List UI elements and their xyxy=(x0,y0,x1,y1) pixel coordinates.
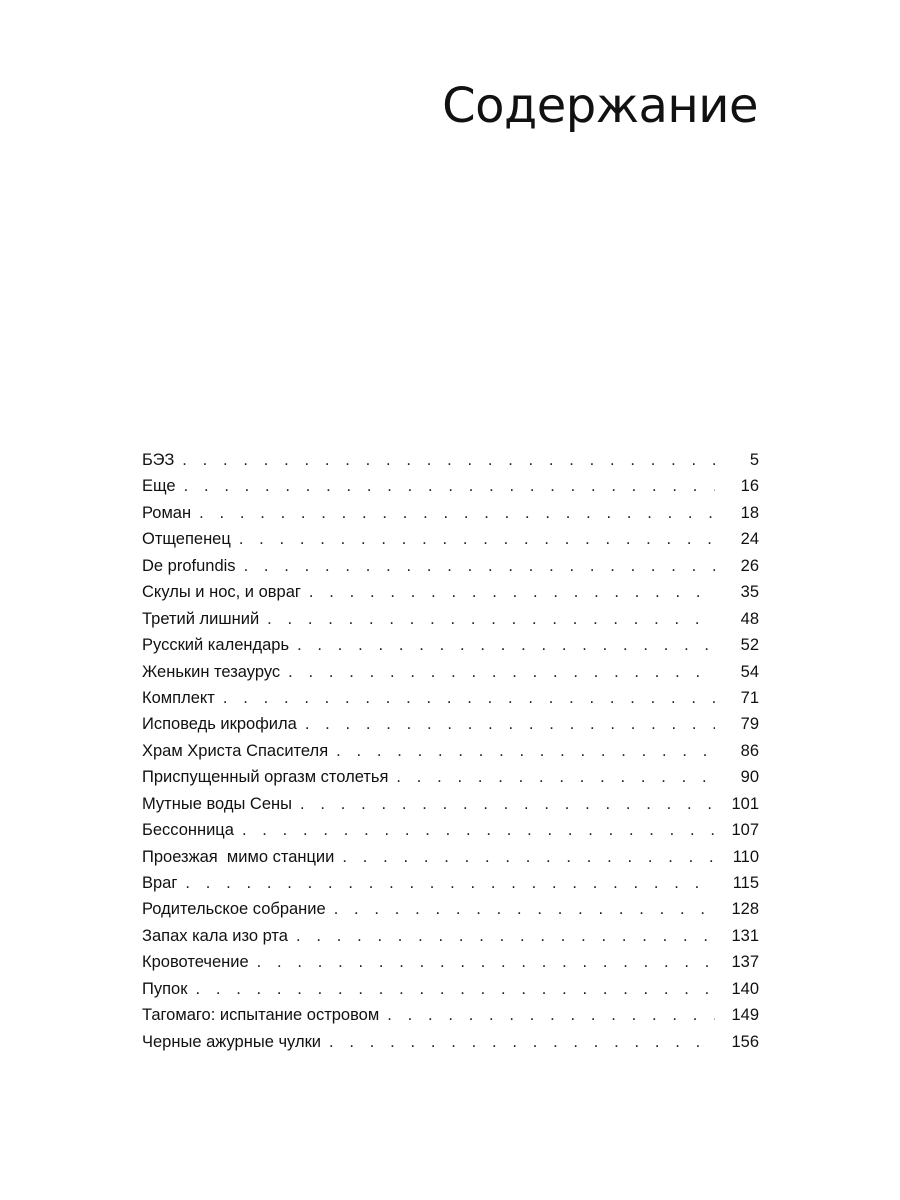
toc-page-number: 137 xyxy=(731,953,759,972)
dot-leader xyxy=(239,526,715,552)
toc-entry-title: БЭЗ xyxy=(142,451,175,469)
dot-leader xyxy=(242,817,715,843)
table-of-contents xyxy=(142,447,759,1055)
toc-entry-title: Третий лишний xyxy=(142,609,260,628)
toc-entry-title: Роман xyxy=(142,503,192,522)
toc-entry xyxy=(142,711,759,737)
dot-leader xyxy=(329,1029,715,1055)
dot-leader xyxy=(305,711,715,737)
toc-entry xyxy=(142,738,759,764)
toc-entry xyxy=(142,579,759,605)
toc-entry xyxy=(142,923,759,949)
toc-page-number: 110 xyxy=(732,847,759,866)
toc-entry-title: Храм Христа Спасителя xyxy=(142,741,329,760)
toc-entry-title: Комплект xyxy=(142,688,215,707)
dot-leader xyxy=(309,579,715,605)
toc-page-number: 90 xyxy=(740,768,759,787)
toc-page-number: 79 xyxy=(740,715,759,734)
toc-entry xyxy=(142,500,759,526)
toc-entry xyxy=(142,817,759,843)
toc-page-number: 128 xyxy=(731,900,759,919)
toc-entry-title: Скулы и нос, и овраг xyxy=(142,583,301,602)
toc-page-number: 107 xyxy=(731,821,759,840)
toc-entry xyxy=(142,976,759,1002)
dot-leader xyxy=(334,896,715,922)
toc-entry-title: Родительское собрание xyxy=(142,900,326,919)
toc-entry-title: De profundis xyxy=(142,556,236,575)
dot-leader xyxy=(195,976,715,1002)
dot-leader xyxy=(396,764,715,790)
toc-page-number: 86 xyxy=(740,741,759,760)
toc-page-number: 71 xyxy=(740,688,759,707)
dot-leader xyxy=(184,473,715,499)
toc-entry xyxy=(142,473,759,499)
toc-page-number: 24 xyxy=(740,530,759,549)
dot-leader xyxy=(336,738,715,764)
dot-leader xyxy=(223,685,715,711)
dot-leader xyxy=(244,553,715,579)
toc-entry xyxy=(142,632,759,658)
toc-entry-title: Запах кала изо рта xyxy=(142,926,288,945)
toc-page-number: 26 xyxy=(740,556,759,575)
dot-leader xyxy=(300,791,715,817)
toc-entry-title: Еще xyxy=(142,477,176,496)
toc-entry xyxy=(142,870,759,896)
toc-entry xyxy=(142,844,759,870)
toc-page-number: 18 xyxy=(740,503,759,522)
toc-page-number: 48 xyxy=(740,609,759,628)
toc-entry xyxy=(142,606,759,632)
toc-page-number: 101 xyxy=(731,794,759,813)
toc-entry xyxy=(142,764,759,790)
toc-entry xyxy=(142,791,759,817)
dot-leader xyxy=(387,1002,715,1028)
page-title: Содержание xyxy=(442,78,758,134)
toc-entry xyxy=(142,447,759,473)
toc-entry-title: Проезжая мимо станции xyxy=(142,847,335,866)
toc-entry xyxy=(142,1029,759,1055)
dot-leader xyxy=(296,923,715,949)
toc-page-number: 5 xyxy=(749,451,759,469)
toc-entry-title: Кровотечение xyxy=(142,953,249,972)
toc-entry xyxy=(142,685,759,711)
toc-entry-title: Пупок xyxy=(142,979,188,998)
dot-leader xyxy=(185,870,715,896)
toc-entry-title: Тагомаго: испытание островом xyxy=(142,1006,380,1025)
toc-entry-title: Отщепенец xyxy=(142,530,231,549)
toc-entry-title: Русский календарь xyxy=(142,636,290,655)
dot-leader xyxy=(267,606,715,632)
toc-entry-title: Приспущенный оргазм столетья xyxy=(142,768,389,787)
toc-page-number: 156 xyxy=(731,1032,759,1051)
toc-page-number: 115 xyxy=(732,874,759,892)
toc-page-number: 149 xyxy=(731,1006,759,1025)
toc-page-number: 16 xyxy=(740,477,759,496)
toc-entry xyxy=(142,659,759,685)
toc-entry xyxy=(142,949,759,975)
toc-page-number: 52 xyxy=(740,636,759,655)
dot-leader xyxy=(342,844,715,870)
toc-entry-title: Бессонница xyxy=(142,821,234,840)
dot-leader xyxy=(199,500,715,526)
toc-page-number: 131 xyxy=(731,926,759,945)
toc-entry xyxy=(142,526,759,552)
toc-entry-title: Мутные воды Сены xyxy=(142,794,292,813)
toc-page-number: 140 xyxy=(731,979,759,998)
dot-leader xyxy=(182,447,715,473)
toc-entry-title: Враг xyxy=(142,874,178,892)
dot-leader xyxy=(257,949,715,975)
dot-leader xyxy=(288,659,715,685)
dot-leader xyxy=(297,632,715,658)
toc-page-number: 54 xyxy=(740,662,759,681)
toc-entry xyxy=(142,553,759,579)
toc-entry-title: Черные ажурные чулки xyxy=(142,1032,322,1051)
toc-page-number: 35 xyxy=(740,583,759,602)
toc-entry-title: Исповедь икрофила xyxy=(142,715,297,734)
toc-entry xyxy=(142,1002,759,1028)
toc-entry xyxy=(142,896,759,922)
toc-entry-title: Женькин тезаурус xyxy=(142,662,281,681)
